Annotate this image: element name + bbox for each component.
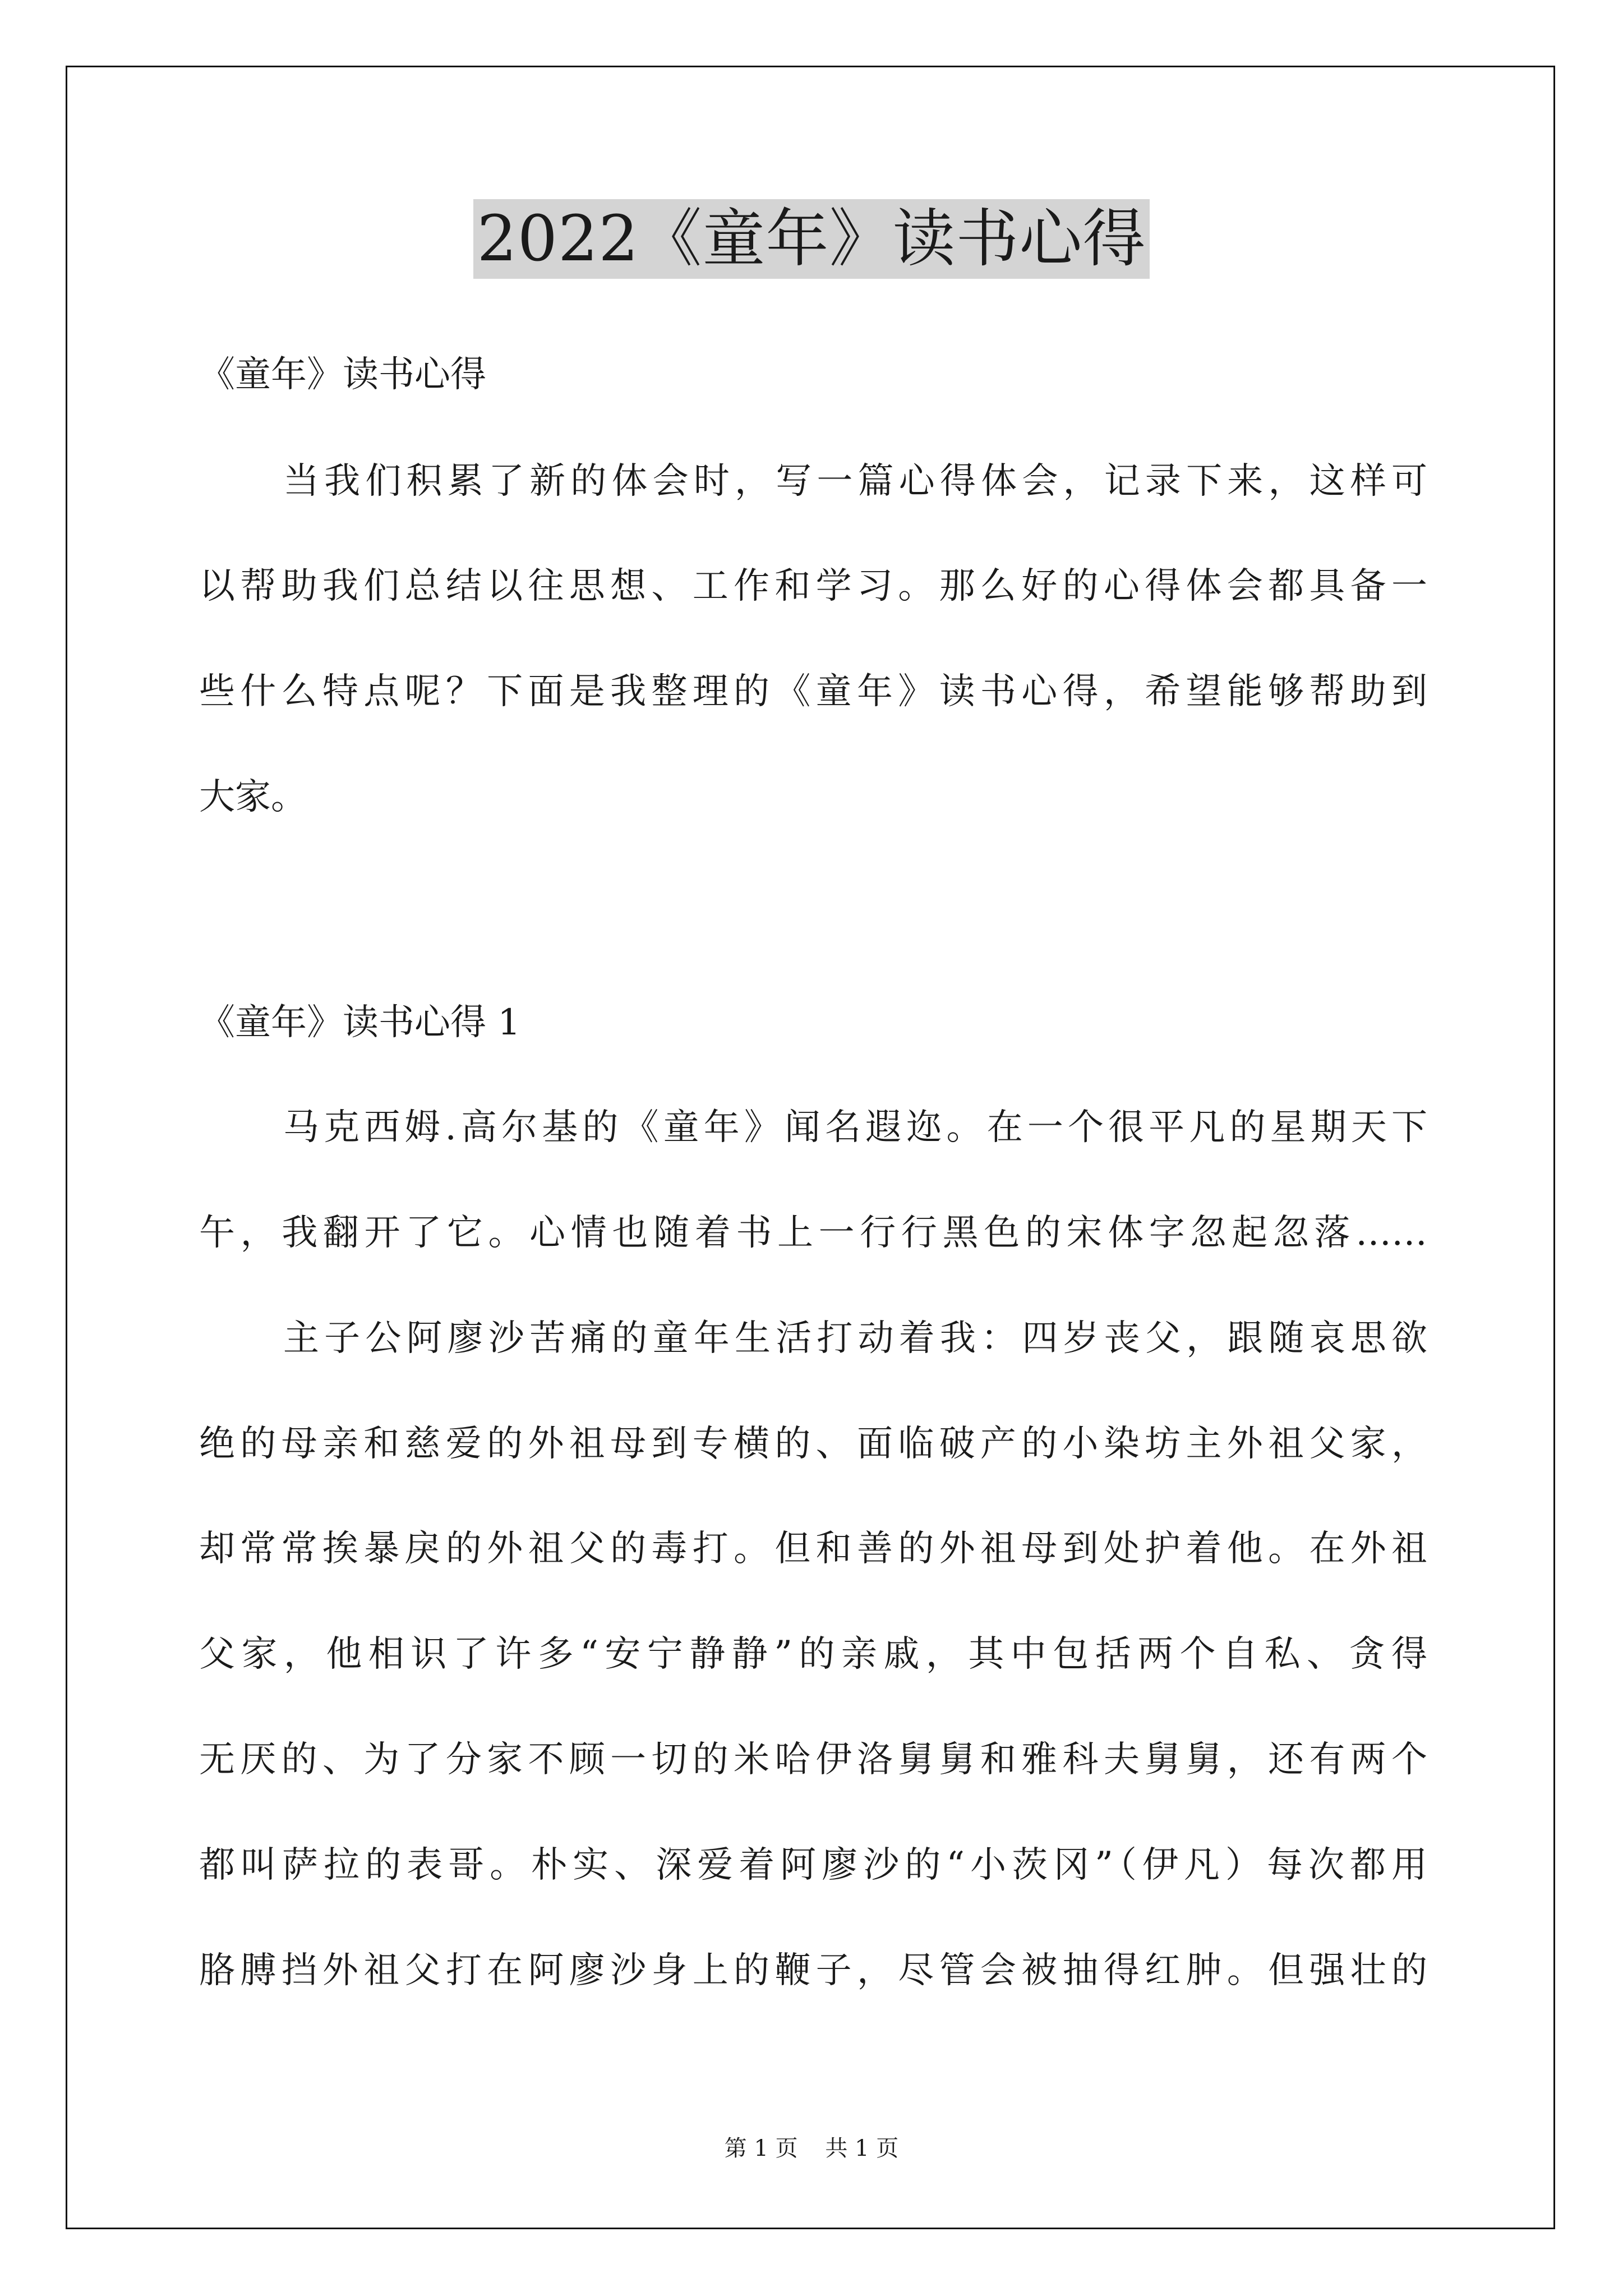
title-container — [0, 199, 1623, 279]
para2-line-5: 无厌的、为了分家不顾一切的米哈伊洛舅舅和雅科夫舅舅，还有两个 — [199, 1739, 1427, 1780]
section-heading-essay-1: 《童年》读书心得 1 — [199, 1002, 521, 1043]
section-heading-intro: 《童年》读书心得 — [199, 354, 486, 395]
para1-line-1: 马克西姆.高尔基的《童年》闻名遐迩。在一个很平凡的星期天下 — [283, 1107, 1427, 1148]
para1-line-2: 午，我翻开了它。心情也随着书上一行行黑色的宋体字忽起忽落…… — [199, 1212, 1427, 1254]
intro-line-2: 以帮助我们总结以往思想、工作和学习。那么好的心得体会都具备一 — [199, 565, 1427, 607]
para2-line-1: 主子公阿廖沙苦痛的童年生活打动着我：四岁丧父，跟随哀思欲 — [283, 1318, 1427, 1359]
page-footer — [0, 2134, 1623, 2162]
page-total: 共 1 页 — [825, 2136, 899, 2161]
intro-line-4: 大家。 — [199, 776, 307, 818]
para2-line-4: 父家，他相识了许多“安宁静静”的亲戚，其中包括两个自私、贪得 — [199, 1634, 1427, 1675]
document-title: 2022《童年》读书心得 — [473, 199, 1149, 279]
para2-line-7: 胳膊挡外祖父打在阿廖沙身上的鞭子，尽管会被抽得红肿。但强壮的 — [199, 1950, 1427, 1991]
intro-line-1: 当我们积累了新的体会时，写一篇心得体会，记录下来，这样可 — [283, 461, 1427, 502]
para2-line-3: 却常常挨暴戾的外祖父的毒打。但和善的外祖母到处护着他。在外祖 — [199, 1528, 1427, 1570]
para2-line-2: 绝的母亲和慈爱的外祖母到专横的、面临破产的小染坊主外祖父家， — [199, 1423, 1427, 1465]
intro-line-3: 些什么特点呢？下面是我整理的《童年》读书心得，希望能够帮助到 — [199, 671, 1427, 712]
para2-line-6: 都叫萨拉的表哥。朴实、深爱着阿廖沙的“小茨冈”（伊凡）每次都用 — [199, 1844, 1427, 1886]
page-number: 第 1 页 — [724, 2136, 798, 2161]
